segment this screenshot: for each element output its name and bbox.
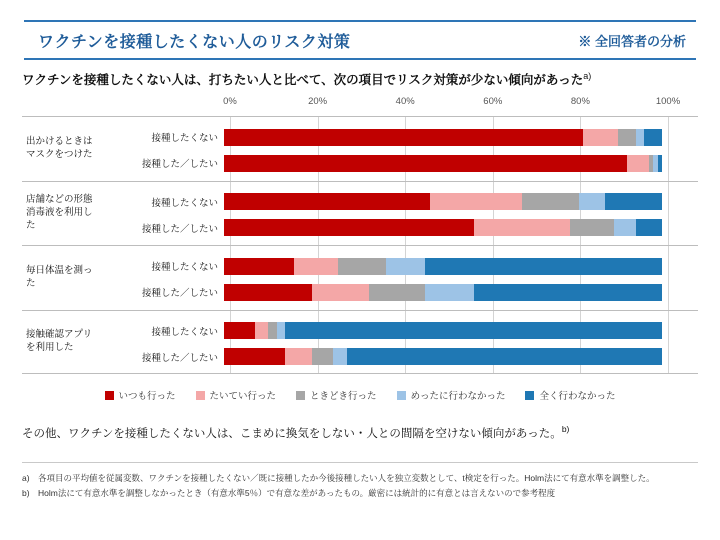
bar-row (106, 151, 698, 175)
bar-segment (224, 219, 474, 236)
legend-label: 全く行わなかった (539, 391, 616, 402)
bar-segment (614, 219, 636, 236)
body-note-text: その他、ワクチンを接種したくない人は、こまめに換気をしない・人との間隔を空けない傾向があった。 (22, 427, 562, 440)
bar-rows (106, 246, 698, 310)
chart (22, 96, 698, 396)
x-axis-tick-label: 20% (308, 96, 328, 107)
chart-legend (22, 388, 698, 402)
legend-item (196, 388, 277, 402)
bar-segment (627, 155, 649, 172)
bar-row (106, 254, 698, 278)
stacked-bar (224, 348, 662, 365)
bar-segment (474, 284, 662, 301)
legend-item (105, 388, 176, 402)
bar-segment (224, 129, 583, 146)
footnote-marker: a) (22, 473, 30, 483)
x-axis-tick-label: 40% (395, 96, 415, 107)
bar-segment (369, 284, 426, 301)
bar-row (106, 125, 698, 149)
bar-rows (106, 182, 698, 246)
series-label: 接種したくない (151, 197, 218, 209)
bar-row (106, 280, 698, 304)
legend-swatch (196, 391, 205, 400)
x-axis-tick-label: 60% (483, 96, 503, 107)
footnote (22, 487, 700, 500)
bar-rows (106, 311, 698, 374)
stacked-bar (224, 193, 662, 210)
bar-segment (425, 284, 473, 301)
bar-segment (224, 284, 312, 301)
legend-label: たいてい行った (209, 391, 277, 402)
subtitle-text: ワクチンを接種したくない人は、打ちたい人と比べて、次の項目でリスク対策が少ない傾向があった (22, 73, 584, 87)
stacked-bar (224, 129, 662, 146)
series-label: 接種したくない (151, 262, 218, 273)
bar-segment (474, 219, 570, 236)
bar-segment (570, 219, 614, 236)
bar-groups (22, 116, 698, 374)
legend-swatch (296, 391, 305, 400)
series-label: 接種した／したい (141, 352, 218, 364)
bar-row (106, 319, 698, 343)
bar-segment (312, 348, 334, 365)
legend-label: めったに行わなかった (410, 391, 506, 402)
stacked-bar (224, 322, 662, 339)
bar-segment (333, 348, 346, 365)
series-label: 接種した／したい (141, 288, 218, 299)
category-label: 店舗などの形態 消毒液を利用し た (26, 194, 93, 231)
bar-group (22, 245, 698, 310)
bar-rows (106, 117, 698, 181)
footnote-text: Holm法にて有意水準を調整しなかったとき（有意水準5％）で有意な差があったもの。厳密には統計的に有意とは言えないので参考程度 (38, 488, 556, 499)
x-axis-tick-label: 100% (655, 96, 681, 107)
bar-group (22, 310, 698, 375)
bar-segment (618, 129, 636, 146)
bar-segment (644, 129, 662, 146)
legend-item (296, 388, 377, 402)
bar-segment (224, 348, 285, 365)
bar-segment (294, 258, 338, 275)
bar-row (106, 345, 698, 369)
bar-segment (268, 322, 277, 339)
bar-segment (255, 322, 268, 339)
bar-segment (312, 284, 369, 301)
footnotes (22, 472, 700, 502)
bar-segment (224, 155, 627, 172)
category-label: 出かけるときは マスクをつけた (26, 135, 93, 160)
bar-segment (583, 129, 618, 146)
bar-segment (425, 258, 662, 275)
bar-segment (224, 193, 430, 210)
legend-swatch (105, 391, 114, 400)
bar-segment (386, 258, 425, 275)
bar-group (22, 116, 698, 181)
subtitle (22, 70, 702, 88)
series-label: 接種した／したい (141, 159, 218, 170)
series-label: 接種したくない (151, 326, 218, 338)
bar-row (106, 190, 698, 214)
bar-segment (636, 219, 662, 236)
header-note: ※ 全回答者の分析 (578, 33, 686, 49)
bar-segment (636, 129, 645, 146)
footnote-text: 各項目の平均値を従属変数、ワクチンを接種したくない／既に接種したか今後接種したい人を独立変数として、t検定を行った。Holm法にて有意水準を調整した。 (38, 473, 655, 483)
x-axis-tick-label: 80% (570, 96, 590, 107)
stacked-bar (224, 155, 662, 172)
category-label: 毎日体温を測っ た (26, 264, 93, 289)
x-axis-tick-label: 0% (223, 96, 237, 107)
bar-row (106, 216, 698, 240)
bar-segment (224, 322, 255, 339)
body-note-footnote-marker: b) (561, 424, 570, 434)
legend-swatch (397, 391, 406, 400)
series-label: 接種した／したい (141, 223, 218, 235)
bar-segment (347, 348, 662, 365)
bar-segment (430, 193, 522, 210)
legend-item (525, 388, 615, 402)
bar-segment (605, 193, 662, 210)
bar-group (22, 181, 698, 246)
bar-segment (522, 193, 579, 210)
legend-swatch (525, 391, 534, 400)
legend-label: ときどき行った (310, 391, 377, 402)
plot-area (22, 116, 698, 374)
legend-label: いつも行った (118, 391, 176, 402)
series-label: 接種したくない (151, 133, 218, 144)
legend-item (397, 388, 506, 402)
body-note (22, 424, 702, 441)
footnote (22, 472, 700, 485)
slide-header (24, 20, 696, 60)
footnote-marker: b) (22, 488, 30, 499)
bar-segment (285, 322, 662, 339)
bar-segment (224, 258, 294, 275)
bar-segment (277, 322, 286, 339)
stacked-bar (224, 284, 662, 301)
bar-segment (285, 348, 311, 365)
x-axis (22, 96, 698, 114)
page-title: ワクチンを接種したくない人のリスク対策 (38, 33, 351, 51)
bar-segment (579, 193, 605, 210)
footnote-divider (22, 462, 698, 463)
bar-segment (338, 258, 386, 275)
stacked-bar (224, 219, 662, 236)
category-label: 接触確認アプリ を利用した (26, 328, 93, 353)
bar-segment (658, 155, 662, 172)
stacked-bar (224, 258, 662, 275)
subtitle-footnote-marker: a) (583, 70, 592, 81)
